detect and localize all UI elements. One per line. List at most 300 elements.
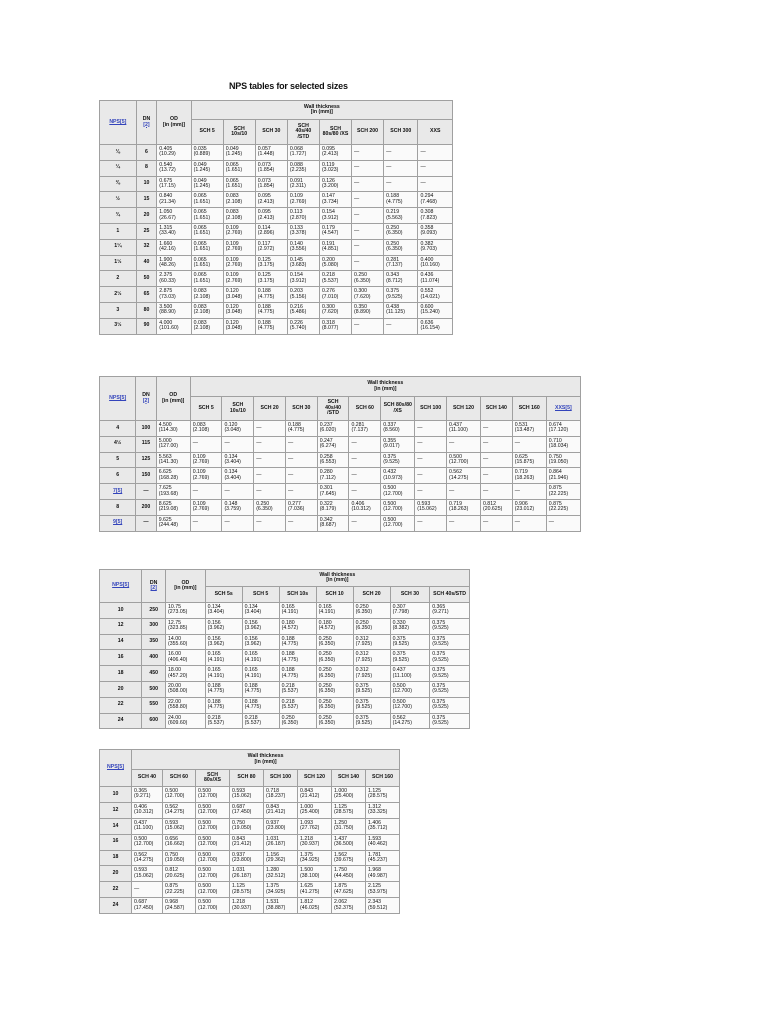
wall-thickness-cell (287, 255, 319, 271)
value-mm: (47.625) (334, 888, 354, 895)
value-mm: (1.651) (193, 214, 211, 221)
value-inch: 0.355 (383, 437, 397, 444)
od-cell (156, 421, 190, 437)
value-inch: 1.625 (300, 883, 313, 890)
wall-thickness-cell (191, 160, 223, 176)
wall-thickness-cell (264, 818, 298, 834)
value-inch: 0.500 (198, 803, 211, 810)
value-mm: (5.537) (281, 688, 299, 695)
wall-thickness-cell (132, 882, 163, 898)
value-inch: — (417, 424, 423, 431)
wall-thickness-cell (319, 145, 351, 161)
table-row (100, 436, 581, 452)
value-inch: 0.109 (192, 453, 206, 460)
value-inch: 0.125 (257, 272, 271, 279)
wall-thickness-cell (415, 515, 447, 531)
od-cell (156, 468, 190, 484)
value-mm: (19.050) (232, 825, 252, 832)
nps-cell: 12 (100, 802, 132, 818)
value-inch: 0.065 (225, 161, 239, 168)
wall-thickness-cell (191, 192, 223, 208)
wall-thickness-cell (446, 468, 480, 484)
value-inch: — (351, 456, 357, 463)
nps-table-large-sizes-light (99, 569, 470, 729)
value-inch: — (351, 519, 357, 526)
value-mm: (2.108) (192, 427, 210, 434)
wall-thickness-label: Wall thickness (247, 753, 284, 760)
nps-cell[interactable] (100, 484, 136, 500)
value-mm: (10.312) (134, 809, 154, 816)
value-inch: 0.250 (318, 682, 332, 689)
value-inch: 0.188 (257, 303, 271, 310)
value-inch: 0.250 (318, 714, 332, 721)
value-inch: — (192, 487, 198, 494)
value-mm: (12.700) (383, 506, 403, 513)
value-mm: (3.734) (321, 198, 339, 205)
value-mm: (7.468) (420, 198, 437, 205)
value-inch: 0.937 (232, 851, 245, 858)
schedule-header: SCH 30 (285, 397, 317, 421)
table-row (100, 666, 470, 682)
od-label: OD (169, 392, 178, 399)
nps-link[interactable]: NPS[5] (109, 394, 127, 401)
value-mm: (4.775) (281, 640, 299, 647)
dn-cell: 80 (136, 302, 157, 318)
value-mm: (4.572) (281, 625, 299, 632)
wall-thickness-cell (319, 239, 351, 255)
value-mm: (18.034) (548, 443, 569, 450)
value-mm: (12.700) (383, 522, 403, 529)
table-row (100, 650, 470, 666)
wall-thickness-cell (366, 850, 400, 866)
wall-thickness-cell (353, 618, 390, 634)
nps-header[interactable] (100, 570, 142, 603)
value-inch: 0.218 (207, 714, 221, 721)
wall-thickness-cell (390, 634, 430, 650)
value-inch: 0.073 (257, 161, 271, 168)
wall-thickness-cell (242, 618, 279, 634)
nps-link[interactable]: 7[5] (113, 487, 123, 494)
value-inch: 10.75 (168, 603, 182, 610)
dn-note-link[interactable]: [2] (143, 121, 150, 128)
value-mm: (16.154) (420, 325, 440, 332)
nps-cell: 1 (100, 223, 137, 239)
value-mm: (12.700) (198, 888, 218, 895)
wall-thickness-cell (319, 287, 351, 303)
value-inch: 0.375 (392, 651, 406, 658)
dn-label: DN (142, 392, 150, 399)
od-label: OD (181, 579, 190, 586)
value-inch: 0.375 (432, 651, 446, 658)
table-row (100, 271, 453, 287)
value-mm: (36.500) (334, 841, 354, 848)
value-inch: 0.095 (257, 193, 271, 200)
nps-cell: ⅜ (100, 176, 137, 192)
dn-cell: 65 (136, 287, 157, 303)
wall-thickness-cell (254, 421, 286, 437)
od-cell (156, 436, 190, 452)
schedule-link[interactable]: XXS[5] (555, 404, 572, 411)
value-inch: 0.375 (432, 619, 446, 626)
value-inch: 0.120 (225, 319, 239, 326)
value-inch: 0.294 (420, 193, 434, 200)
value-inch: 0.437 (448, 421, 462, 428)
value-mm: (3.048) (225, 309, 243, 316)
wall-thickness-cell (190, 468, 222, 484)
value-mm: (21.946) (548, 474, 569, 481)
wall-thickness-cell (418, 271, 453, 287)
value-mm: (4.775) (287, 427, 305, 434)
wall-thickness-cell (352, 145, 384, 161)
value-mm: (5.537) (281, 704, 299, 711)
wall-thickness-cell (163, 787, 196, 803)
wall-thickness-header (205, 570, 469, 587)
wall-thickness-cell (242, 666, 279, 682)
value-mm: (2.413) (257, 198, 275, 205)
value-mm: (3.962) (244, 625, 262, 632)
wall-thickness-cell (285, 468, 317, 484)
value-mm: (25.400) (300, 809, 320, 816)
wall-thickness-unit: [in (mm)] (310, 109, 333, 115)
value-mm: (7.036) (287, 506, 305, 513)
value-inch: 0.718 (266, 787, 279, 794)
value-mm: (3.175) (257, 277, 275, 284)
wall-thickness-cell (381, 452, 415, 468)
value-inch: 0.154 (321, 209, 335, 216)
value-inch: — (351, 440, 357, 447)
value-mm: (9.093) (420, 230, 437, 237)
wall-thickness-cell (512, 468, 546, 484)
value-inch: 1.031 (232, 867, 245, 874)
wall-thickness-cell (332, 850, 366, 866)
wall-thickness-cell (332, 787, 366, 803)
value-mm: (2.235) (289, 167, 307, 174)
value-mm: (4.775) (257, 293, 275, 300)
value-inch: 0.540 (159, 161, 173, 168)
nps-link[interactable]: NPS[5] (112, 582, 130, 589)
value-inch: 0.375 (432, 682, 446, 689)
value-inch: 0.312 (355, 635, 369, 642)
value-inch: 1.375 (300, 851, 313, 858)
value-mm: (2.311) (289, 182, 306, 189)
value-mm: (1.854) (257, 167, 275, 174)
dn-cell: 115 (136, 436, 156, 452)
wall-thickness-cell (384, 271, 418, 287)
value-mm: (3.404) (224, 458, 241, 465)
wall-thickness-cell (205, 618, 242, 634)
value-inch: 0.117 (257, 240, 271, 247)
value-inch: 0.065 (225, 177, 239, 184)
value-inch: 0.179 (321, 224, 335, 231)
value-mm: (9.017) (383, 443, 400, 450)
value-mm: (2.108) (225, 214, 243, 221)
value-inch: 0.687 (232, 803, 245, 810)
wall-thickness-cell (384, 239, 418, 255)
value-inch: 0.180 (318, 619, 332, 626)
wall-thickness-cell (196, 850, 230, 866)
wall-thickness-cell (132, 802, 163, 818)
wall-thickness-cell (366, 802, 400, 818)
value-inch: 1.375 (266, 883, 279, 890)
value-mm: (12.700) (165, 793, 185, 800)
value-mm: (8.890) (354, 309, 371, 316)
value-inch: — (256, 424, 262, 431)
od-cell (157, 302, 191, 318)
value-inch: 5.563 (158, 453, 172, 460)
value-inch: 0.358 (420, 224, 434, 231)
value-mm: (13.487) (514, 427, 535, 434)
wall-thickness-cell (264, 882, 298, 898)
wall-thickness-cell (390, 603, 430, 619)
dn-note-link[interactable]: [2] (150, 585, 157, 591)
value-inch: 2.875 (159, 288, 173, 295)
wall-thickness-cell (196, 787, 230, 803)
wall-thickness-cell (353, 634, 390, 650)
value-mm: (3.962) (207, 640, 225, 647)
schedule-header: SCH 5 (191, 120, 223, 145)
value-mm: (1.651) (193, 261, 211, 268)
value-mm: (25.400) (334, 793, 354, 800)
value-inch: 0.188 (207, 698, 221, 705)
schedule-header: SCH 20 (254, 397, 286, 421)
value-inch: — (386, 322, 392, 329)
wall-thickness-cell (332, 898, 366, 914)
value-mm: (29.362) (266, 857, 286, 863)
value-inch: 0.843 (232, 835, 245, 842)
wall-thickness-cell (512, 484, 546, 500)
value-inch: 2.125 (368, 883, 381, 890)
wall-thickness-cell (285, 452, 317, 468)
value-inch: 0.276 (321, 288, 335, 295)
value-mm: (168.28) (158, 474, 179, 481)
wall-thickness-cell (418, 302, 453, 318)
od-cell (166, 697, 206, 713)
wall-thickness-cell (415, 436, 447, 452)
wall-thickness-cell (319, 255, 351, 271)
value-inch: — (386, 148, 392, 155)
table-row (100, 515, 581, 531)
nps-header[interactable] (100, 377, 136, 421)
schedule-header[interactable] (546, 397, 580, 421)
value-inch: 0.250 (355, 603, 369, 610)
value-mm: (7.620) (354, 293, 371, 300)
value-inch: 0.438 (386, 303, 400, 310)
table-row (100, 255, 453, 271)
wall-thickness-cell (254, 499, 286, 515)
nps-link[interactable]: NPS[5] (109, 118, 127, 125)
value-mm: (7.620) (321, 309, 339, 316)
od-cell (157, 239, 191, 255)
value-inch: — (256, 440, 262, 447)
nps-header[interactable] (100, 101, 137, 145)
wall-thickness-cell (287, 223, 319, 239)
wall-thickness-cell (319, 223, 351, 239)
value-inch: 0.049 (193, 161, 207, 168)
value-mm: (5.563) (386, 214, 403, 221)
value-mm: (3.759) (224, 506, 241, 513)
value-mm: (21.412) (266, 809, 286, 816)
value-inch: 0.109 (225, 224, 239, 231)
value-mm: (3.048) (225, 325, 243, 332)
value-mm: (6.350) (256, 506, 273, 513)
nps-link[interactable]: 9[5] (113, 519, 123, 526)
od-cell (157, 160, 191, 176)
value-mm: (558.80) (168, 704, 188, 711)
value-inch: 0.068 (289, 145, 303, 152)
wall-thickness-cell (287, 239, 319, 255)
value-mm: (17.15) (159, 182, 176, 189)
table-row (100, 898, 400, 914)
value-mm: (3.404) (224, 474, 241, 481)
value-inch: 0.750 (548, 453, 562, 460)
wall-thickness-cell (381, 468, 415, 484)
value-mm: (14.021) (420, 293, 440, 300)
nps-table-small-sizes (99, 100, 453, 335)
schedule-header: SCH 200 (352, 120, 384, 145)
value-inch: — (448, 519, 455, 526)
value-mm: (12.700) (198, 841, 218, 848)
value-mm: (2.769) (192, 474, 210, 481)
value-inch: — (354, 148, 360, 155)
wall-thickness-cell (255, 287, 287, 303)
value-mm: (2.870) (289, 214, 307, 221)
value-inch: 0.200 (321, 256, 335, 263)
wall-thickness-cell (332, 882, 366, 898)
wall-thickness-cell (319, 208, 351, 224)
value-inch: 0.188 (244, 698, 258, 705)
value-inch: 0.500 (392, 682, 406, 689)
value-inch: 1.562 (334, 851, 347, 858)
value-mm: (4.775) (386, 198, 403, 205)
nps-header[interactable] (100, 750, 132, 787)
wall-thickness-cell (255, 192, 287, 208)
wall-thickness-cell (319, 192, 351, 208)
value-mm: (4.775) (257, 325, 275, 332)
value-inch: 0.308 (420, 209, 434, 216)
value-inch: 1.093 (300, 819, 313, 826)
value-inch: 0.375 (355, 682, 369, 689)
value-mm: (21.412) (232, 841, 252, 848)
value-inch: 12.75 (168, 619, 182, 626)
value-inch: — (417, 472, 423, 479)
value-mm: (9.525) (383, 458, 400, 465)
value-inch: — (354, 227, 360, 234)
value-inch: 0.875 (548, 500, 562, 507)
value-inch: 0.330 (392, 619, 406, 626)
value-mm: (3.683) (289, 261, 307, 268)
schedule-header: SCH 80s/80 /XS (381, 397, 415, 421)
wall-thickness-cell (196, 818, 230, 834)
wall-thickness-cell (191, 287, 223, 303)
dn-note-link[interactable]: [2] (142, 397, 150, 404)
value-inch: 0.843 (300, 787, 313, 794)
value-inch: 0.065 (193, 240, 207, 247)
value-mm: (14.275) (448, 474, 469, 481)
value-inch: 0.109 (192, 500, 206, 507)
dn-cell: 250 (142, 603, 166, 619)
value-inch: 0.343 (386, 272, 400, 279)
wall-thickness-unit: [in (mm)] (254, 758, 277, 765)
wall-thickness-cell (254, 468, 286, 484)
value-mm: (4.191) (244, 656, 262, 663)
wall-thickness-cell (319, 271, 351, 287)
value-mm: (355.60) (168, 640, 188, 647)
schedule-header: SCH 40s/STD (430, 587, 470, 603)
value-mm: (15.240) (420, 309, 440, 316)
value-inch: 0.365 (432, 603, 446, 610)
value-inch: 0.065 (193, 193, 207, 200)
value-mm: (20.625) (165, 872, 185, 879)
wall-thickness-cell (316, 681, 353, 697)
dn-header (136, 377, 156, 421)
wall-thickness-cell (279, 603, 316, 619)
dn-cell: 15 (136, 192, 157, 208)
table-row (100, 818, 400, 834)
wall-thickness-cell (352, 160, 384, 176)
nps-cell: ¾ (100, 208, 137, 224)
value-inch: — (256, 519, 262, 526)
wall-thickness-cell (430, 603, 470, 619)
wall-thickness-cell (512, 421, 546, 437)
value-mm: (11.100) (448, 427, 468, 434)
wall-thickness-cell (546, 452, 580, 468)
od-cell (156, 515, 190, 531)
value-inch: 6.625 (158, 469, 172, 476)
value-mm: (8.077) (321, 325, 339, 332)
value-inch: 1.875 (334, 883, 347, 890)
dn-cell: — (136, 515, 156, 531)
wall-thickness-cell (205, 603, 242, 619)
value-mm: (7.137) (386, 261, 403, 268)
schedule-header: XXS (418, 120, 453, 145)
value-inch: 0.188 (207, 682, 221, 689)
value-mm: (52.375) (334, 904, 354, 911)
value-mm: (141.30) (158, 458, 179, 465)
value-inch: 1.280 (266, 867, 279, 874)
value-mm: (114.30) (158, 427, 178, 434)
nps-link[interactable]: NPS[5] (106, 764, 124, 771)
od-cell (157, 145, 191, 161)
schedule-header: SCH 140 (480, 397, 512, 421)
value-mm: (6.350) (318, 672, 336, 679)
value-mm: (7.925) (355, 640, 373, 647)
value-inch: 0.218 (281, 698, 295, 705)
value-inch: 0.500 (198, 787, 211, 794)
value-inch: — (417, 456, 423, 463)
wall-thickness-cell (430, 618, 470, 634)
value-mm: (127.00) (158, 443, 179, 450)
value-mm: (1.727) (289, 151, 307, 158)
value-inch: 0.250 (318, 651, 332, 658)
value-inch: 20.00 (168, 682, 182, 689)
wall-thickness-cell (316, 618, 353, 634)
value-mm: (17.450) (134, 904, 154, 911)
wall-thickness-cell (190, 436, 222, 452)
table-row (100, 634, 470, 650)
value-inch: 0.350 (354, 303, 367, 310)
value-mm: (6.350) (281, 719, 299, 726)
wall-thickness-cell (264, 850, 298, 866)
value-inch: 0.593 (232, 787, 245, 794)
wall-thickness-cell (255, 176, 287, 192)
wall-thickness-cell (415, 452, 447, 468)
value-inch: 0.906 (514, 500, 528, 507)
value-inch: 0.318 (321, 319, 335, 326)
wall-thickness-header (132, 750, 400, 770)
wall-thickness-cell (298, 802, 332, 818)
nps-cell[interactable] (100, 515, 136, 531)
value-mm: (2.769) (225, 261, 243, 268)
